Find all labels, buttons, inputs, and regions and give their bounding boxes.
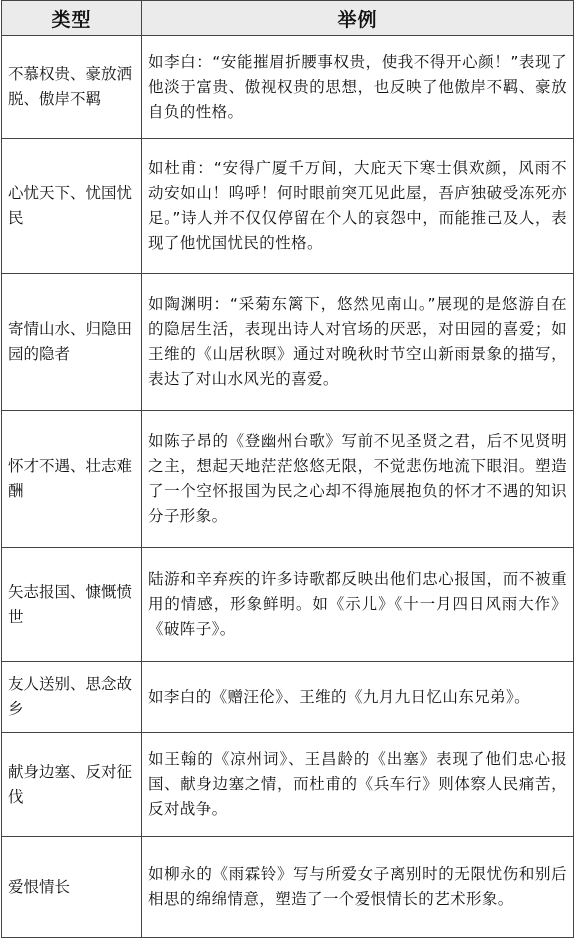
type-cell: 心忧天下、忧国忧民 (2, 139, 142, 274)
type-cell: 矢志报国、慷慨愤世 (2, 548, 142, 662)
table-row (2, 274, 574, 411)
header-row (2, 1, 574, 36)
table-row (2, 411, 574, 548)
table-row (2, 139, 574, 274)
header-type: 类型 (2, 1, 142, 36)
type-cell: 怀才不遇、壮志难酬 (2, 411, 142, 548)
example-cell: 如杜甫：“安得广厦千万间，大庇天下寒士俱欢颜，风雨不动安如山！呜呼！何时眼前突兀见此屋，吾庐独破受冻死亦足。”诗人并不仅仅停留在个人的哀怨中，而能推己及人，表现了他忧国忧民的性格。 (142, 139, 574, 274)
example-cell: 如李白的《赠汪伦》、王维的《九月九日忆山东兄弟》。 (142, 662, 574, 733)
type-cell: 寄情山水、归隐田园的隐者 (2, 274, 142, 411)
table-row (2, 36, 574, 139)
example-cell: 如陈子昂的《登幽州台歌》写前不见圣贤之君，后不见贤明之主，想起天地茫茫悠悠无限，不觉悲伤地流下眼泪。塑造了一个空怀报国为民之心却不得施展抱负的怀才不遇的知识分子形象。 (142, 411, 574, 548)
type-cell: 爱恨情长 (2, 837, 142, 938)
table-row (2, 733, 574, 837)
example-cell: 如王翰的《凉州词》、王昌龄的《出塞》表现了他们忠心报国、献身边塞之情，而杜甫的《兵车行》则体察人民痛苦，反对战争。 (142, 733, 574, 837)
poetry-types-table (1, 0, 574, 938)
table-row (2, 662, 574, 733)
table-row (2, 837, 574, 938)
example-cell: 如柳永的《雨霖铃》写与所爱女子离别时的无限忧伤和别后相思的绵绵情意，塑造了一个爱恨情长的艺术形象。 (142, 837, 574, 938)
header-example: 举例 (142, 1, 574, 36)
type-cell: 友人送别、思念故乡 (2, 662, 142, 733)
type-cell: 献身边塞、反对征伐 (2, 733, 142, 837)
example-cell: 如陶渊明：“采菊东篱下，悠然见南山。”展现的是悠游自在的隐居生活，表现出诗人对官场的厌恶，对田园的喜爱；如王维的《山居秋暝》通过对晚秋时节空山新雨景象的描写，表达了对山水风光的喜爱。 (142, 274, 574, 411)
table-row (2, 548, 574, 662)
example-cell: 陆游和辛弃疾的许多诗歌都反映出他们忠心报国，而不被重用的情感，形象鲜明。如《示儿》《十一月四日风雨大作》《破阵子》。 (142, 548, 574, 662)
type-cell: 不慕权贵、豪放洒脱、傲岸不羁 (2, 36, 142, 139)
example-cell: 如李白：“安能摧眉折腰事权贵，使我不得开心颜！”表现了他淡于富贵、傲视权贵的思想，也反映了他傲岸不羁、豪放自负的性格。 (142, 36, 574, 139)
